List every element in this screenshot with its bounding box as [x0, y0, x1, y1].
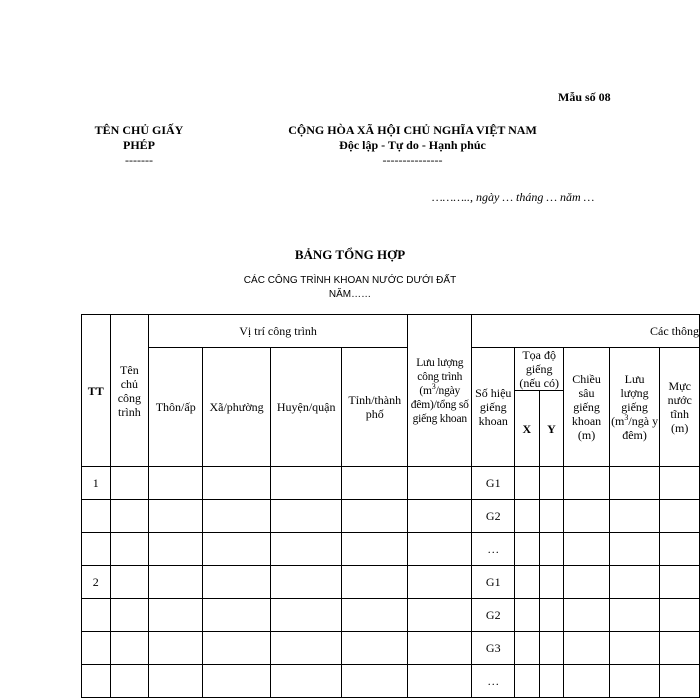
document-title: BẢNG TỔNG HỢP [294, 247, 406, 262]
table-cell [149, 599, 203, 632]
national-motto: Độc lập - Tự do - Hạnh phúc [339, 138, 486, 152]
table-cell [110, 533, 149, 566]
table-cell [342, 467, 408, 500]
table-cell [270, 632, 342, 665]
form-number: Mẫu số 08 [558, 90, 611, 104]
table-cell [203, 599, 271, 632]
col-header-coordinates: Tọa độ giếng (nếu có) [515, 348, 564, 391]
table-cell [408, 467, 472, 500]
col-header-village: Thôn/ấp [149, 348, 203, 467]
row-well-number: G3 [472, 632, 515, 665]
org-name-block [80, 123, 198, 168]
table-cell [660, 599, 700, 632]
table-cell [270, 533, 342, 566]
col-header-x: X [515, 391, 540, 467]
table-cell [515, 533, 540, 566]
table-cell [408, 665, 472, 698]
table-cell [149, 467, 203, 500]
col-header-static-level: Mực nước tĩnh (m) [660, 348, 700, 467]
table-cell [110, 467, 149, 500]
table-cell [203, 500, 271, 533]
table-cell [660, 665, 700, 698]
table-cell [564, 533, 609, 566]
table-cell [539, 467, 564, 500]
national-header [250, 123, 575, 168]
col-header-depth: Chiều sâu giếng khoan (m) [564, 348, 609, 467]
table-cell [110, 566, 149, 599]
table-row [82, 500, 700, 533]
table-row [82, 665, 700, 698]
table-cell [564, 665, 609, 698]
table-cell [270, 665, 342, 698]
summary-table [81, 314, 700, 698]
table-cell [110, 665, 149, 698]
table-cell [515, 500, 540, 533]
table-cell [342, 533, 408, 566]
table-row [82, 566, 700, 599]
col-header-y: Y [539, 391, 564, 467]
row-tt: 1 [82, 467, 111, 500]
table-cell [149, 665, 203, 698]
subtitle-line1: CÁC CÔNG TRÌNH KHOAN NƯỚC DƯỚI ĐẤT [243, 275, 457, 286]
table-row [82, 467, 700, 500]
table-cell [270, 500, 342, 533]
row-tt [82, 599, 111, 632]
org-name-line1: TÊN CHỦ GIẤY [94, 123, 184, 137]
table-cell [660, 500, 700, 533]
table-cell [539, 566, 564, 599]
row-well-number: G2 [472, 599, 515, 632]
national-title: CỘNG HÒA XÃ HỘI CHỦ NGHĨA VIỆT NAM [288, 123, 537, 137]
table-cell [609, 533, 660, 566]
table-cell [660, 467, 700, 500]
table-cell [539, 533, 564, 566]
table-cell [564, 632, 609, 665]
row-well-number: … [472, 533, 515, 566]
org-name-line2: PHÉP [123, 138, 155, 152]
table-cell [609, 566, 660, 599]
table-cell [660, 533, 700, 566]
table-cell [408, 632, 472, 665]
col-header-project-flow: Lưu lượng công trình ($m^3$/ngày đêm)/tổng số giếng khoan [408, 315, 472, 467]
table-cell [203, 665, 271, 698]
table-cell [564, 467, 609, 500]
table-cell [515, 467, 540, 500]
table-cell [408, 599, 472, 632]
table-cell [539, 665, 564, 698]
table-cell [408, 500, 472, 533]
table-cell [149, 566, 203, 599]
org-divider: ------- [125, 153, 153, 167]
row-well-number: … [472, 665, 515, 698]
table-cell [203, 632, 271, 665]
table-cell [110, 599, 149, 632]
col-header-owner: Tên chủ công trình [110, 315, 149, 467]
table-cell [609, 500, 660, 533]
table-cell [342, 566, 408, 599]
table-cell [342, 599, 408, 632]
row-well-number: G1 [472, 467, 515, 500]
table-cell [342, 632, 408, 665]
table-cell [609, 467, 660, 500]
document-subtitle [200, 274, 500, 302]
table-cell [564, 599, 609, 632]
table-row [82, 632, 700, 665]
row-well-number: G1 [472, 566, 515, 599]
table-cell [564, 500, 609, 533]
table-cell [149, 632, 203, 665]
table-cell [203, 566, 271, 599]
table-cell [539, 500, 564, 533]
table-cell [149, 533, 203, 566]
row-well-number: G2 [472, 500, 515, 533]
table-cell [609, 632, 660, 665]
row-tt: 2 [82, 566, 111, 599]
table-cell [110, 500, 149, 533]
table-cell [408, 533, 472, 566]
table-row [82, 599, 700, 632]
table-cell [609, 665, 660, 698]
table-cell [564, 566, 609, 599]
row-tt [82, 632, 111, 665]
table-cell [609, 599, 660, 632]
table-cell [270, 566, 342, 599]
group-header-info: Các thông [472, 315, 700, 348]
table-cell [515, 599, 540, 632]
col-header-well-number: Số hiệu giếng khoan [472, 348, 515, 467]
national-divider: --------------- [382, 153, 443, 167]
row-tt [82, 665, 111, 698]
col-header-tt: TT [82, 315, 111, 467]
table-cell [270, 467, 342, 500]
table-cell [515, 566, 540, 599]
col-header-province: Tỉnh/thành phố [342, 348, 408, 467]
table-cell [342, 665, 408, 698]
table-cell [342, 500, 408, 533]
date-line: ……….., ngày … tháng … năm … [432, 190, 595, 204]
group-header-location: Vị trí công trình [149, 315, 408, 348]
row-tt [82, 533, 111, 566]
table-cell [110, 632, 149, 665]
table-cell [660, 632, 700, 665]
col-header-district: Huyện/quận [270, 348, 342, 467]
table-cell [660, 566, 700, 599]
col-header-commune: Xã/phường [203, 348, 271, 467]
table-cell [203, 533, 271, 566]
table-cell [515, 632, 540, 665]
subtitle-line2: NĂM…… [328, 289, 372, 300]
col-header-well-flow: Lưu lượng giếng ($m^3$/ngà y đêm) [609, 348, 660, 467]
table-cell [270, 599, 342, 632]
table-cell [539, 632, 564, 665]
table-cell [515, 665, 540, 698]
table-cell [539, 599, 564, 632]
table-cell [149, 500, 203, 533]
row-tt [82, 500, 111, 533]
table-cell [203, 467, 271, 500]
table-row [82, 533, 700, 566]
table-cell [408, 566, 472, 599]
